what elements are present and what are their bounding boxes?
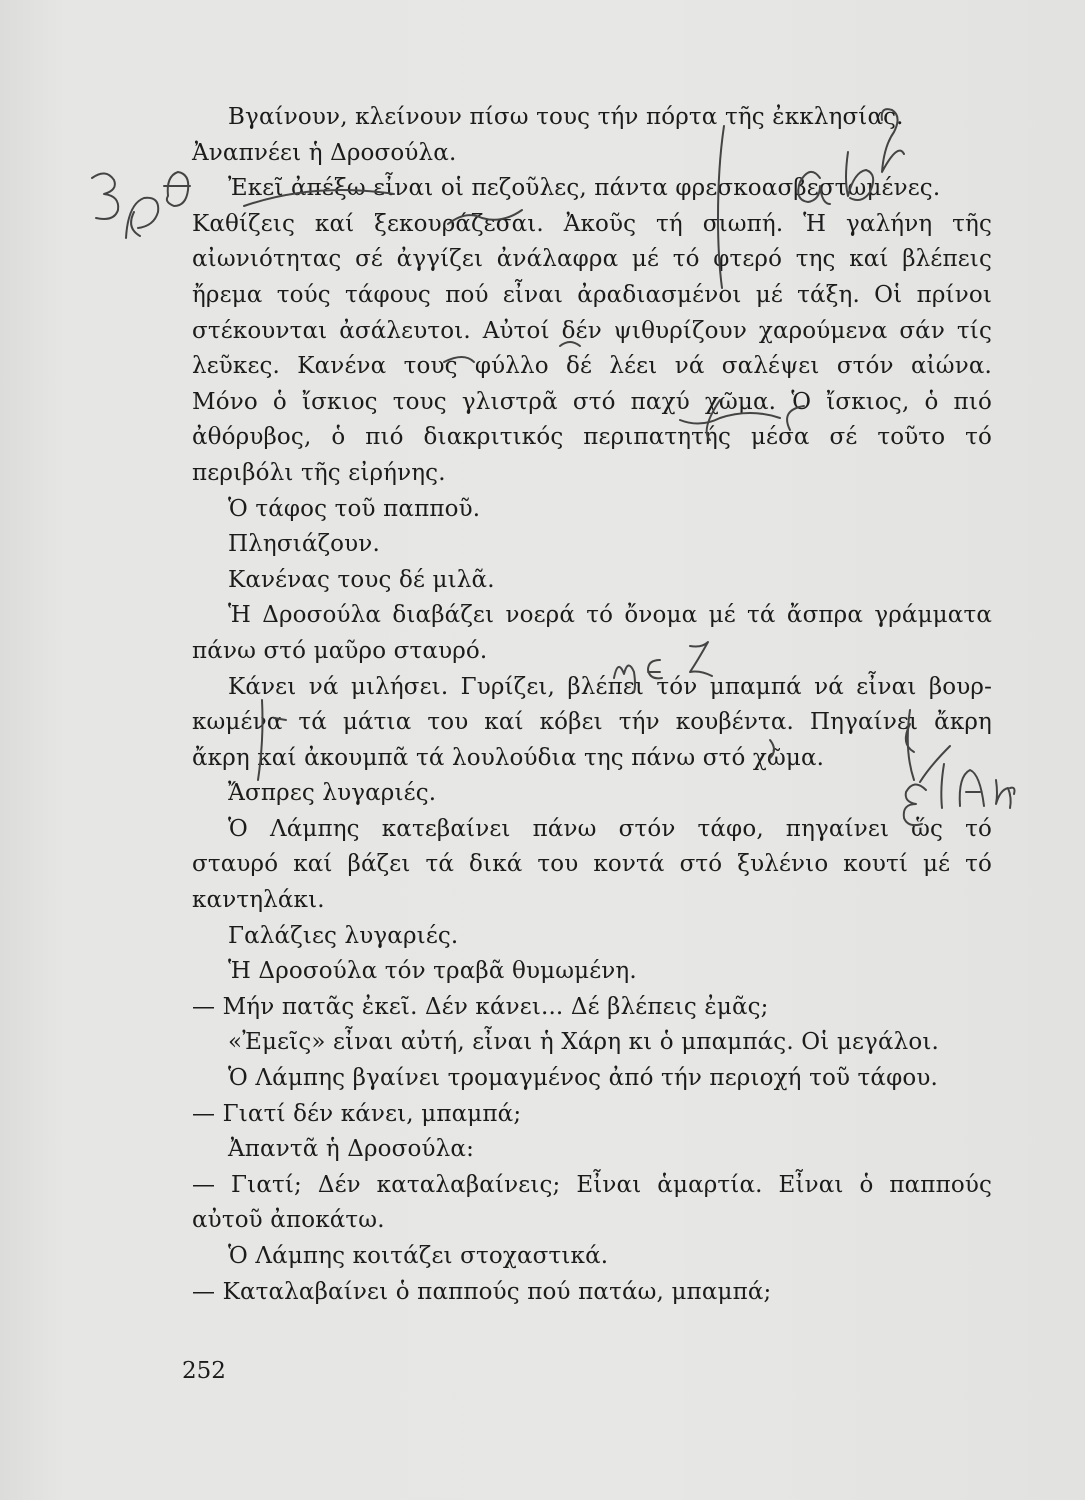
text-line-6: ἤρεμα τούς τάφους πού εἶναι ἀραδιασμένοι μέ τάξη. Οἱ πρίνοι [192,281,992,308]
text-line-9: Μόνο ὁ ἴσκιος τους γλιστρᾶ στό παχύ χῶμα. Ὁ ἴσκιος, ὁ πιό [192,388,992,415]
text-line-31: — Γιατί; Δέν καταλαβαίνεις; Εἶναι ἁμαρτία. Εἶναι ὁ παππούς [192,1171,992,1198]
text-line-13: Πλησιάζουν. [228,531,380,558]
text-line-29: — Γιατί δέν κάνει, μπαμπά; [192,1100,522,1127]
text-line-14: Κανένας τους δέ μιλᾶ. [228,566,495,593]
text-line-23: καντηλάκι. [192,887,325,914]
body-text [192,100,992,1310]
text-line-8: λεῦκες. Κανένα τους φύλλο δέ λέει νά σαλέψει στόν αἰώνα. [192,353,992,380]
text-line-32: αὐτοῦ ἀποκάτω. [192,1207,385,1234]
text-line-22: σταυρό καί βάζει τά δικά του κοντά στό ξυλένιο κουτί μέ τό [192,851,992,878]
page-number: 252 [182,1358,226,1384]
text-line-16: πάνω στό μαῦρο σταυρό. [192,637,488,664]
text-line-26: — Μήν πατᾶς ἐκεῖ. Δέν κάνει... Δέ βλέπεις ἐμᾶς; [192,993,769,1020]
text-line-15: Ἡ Δροσούλα διαβάζει νοερά τό ὄνομα μέ τά ἄσπρα γράμματα [228,602,992,629]
text-line-1: Βγαίνουν, κλείνουν πίσω τους τήν πόρτα τῆς ἐκκλησίας. [228,104,904,130]
text-line-11: περιβόλι τῆς εἰρήνης. [192,459,446,486]
text-line-7: στέκουνται ἀσάλευτοι. Αὐτοί δέν ψιθυρίζουν χαρούμενα σάν τίς [192,317,992,344]
text-line-4: Καθίζεις καί ξεκουράζεσαι. Ἀκοῦς τή σιωπή. Ἡ γαλήνη τῆς [192,210,992,237]
text-line-33: Ὁ Λάμπης κοιτάζει στοχαστικά. [228,1243,609,1269]
text-line-10: ἀθόρυβος, ὁ πιό διακριτικός περιπατητής μέσα σέ τοῦτο τό [192,424,992,451]
text-line-27: «Ἐμεῖς» εἶναι αὐτή, εἶναι ἡ Χάρη κι ὁ μπαμπάς. Οἱ μεγάλοι. [228,1029,939,1056]
text-line-34: — Καταλαβαίνει ὁ παππούς πού πατάω, μπαμπά; [192,1278,772,1305]
text-line-28: Ὁ Λάμπης βγαίνει τρομαγμένος ἀπό τήν περιοχή τοῦ τάφου. [228,1065,938,1092]
text-line-24: Γαλάζιες λυγαριές. [228,922,459,949]
text-line-5: αἰωνιότητας σέ ἀγγίζει ἀνάλαφρα μέ τό φτερό της καί βλέπεις [192,246,992,273]
text-line-21: Ὁ Λάμπης κατεβαίνει πάνω στόν τάφο, πηγαίνει ὥς τό [228,815,992,842]
text-line-20: Ἄσπρες λυγαριές. [228,780,437,807]
margin-scribble-left [92,173,118,219]
text-line-30: Ἀπαντᾶ ἡ Δροσούλα: [228,1136,474,1163]
text-line-18: κωμένα τά μάτια του καί κόβει τήν κουβέντα. Πηγαίνει ἄκρη [192,709,992,736]
text-line-2: Ἀναπνέει ἡ Δροσούλα. [192,139,457,166]
text-line-12: Ὁ τάφος τοῦ παπποῦ. [228,495,481,522]
text-line-3: Ἐκεῖ ἀπέξω εἶναι οἱ πεζοῦλες, πάντα φρεσκοασβεστωμένες. [228,175,941,202]
text-line-19: ἄκρη καί ἀκουμπᾶ τά λουλούδια της πάνω στό χῶμα. [192,744,825,771]
text-line-17: Κάνει νά μιλήσει. Γυρίζει, βλέπει τόν μπαμπά νά εἶναι βουρ- [228,673,992,700]
text-line-25: Ἡ Δροσούλα τόν τραβᾶ θυμωμένη. [228,958,637,985]
